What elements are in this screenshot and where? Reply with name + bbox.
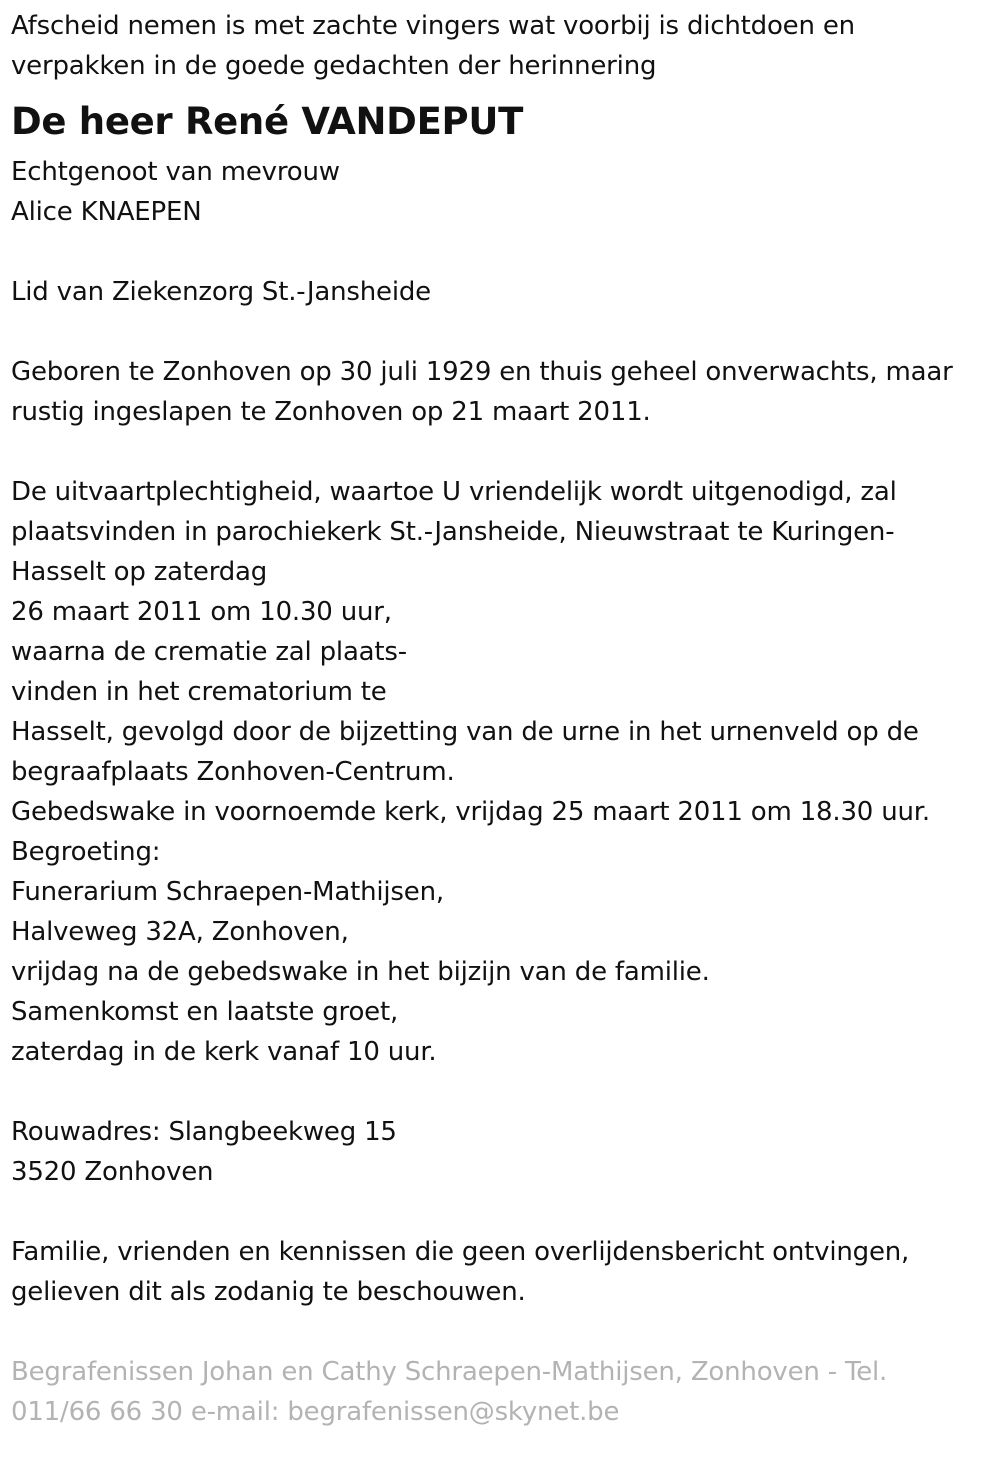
spacer [11,432,986,472]
footer-contact: 011/66 66 30 e-mail: begrafenissen@skynet.be [11,1397,620,1427]
ceremony-line: Hasselt, gevolgd door de bijzetting van de urne in het urnenveld op de [11,717,919,747]
ceremony-line: Hasselt op zaterdag [11,557,268,587]
ceremony-date: 26 maart 2011 om 10.30 uur, [11,597,392,627]
address-city: 3520 Zonhoven [11,1157,214,1187]
notice [11,1232,986,1312]
farewell-line: Samenkomst en laatste groet, [11,997,399,1027]
address-street: Rouwadres: Slangbeekweg 15 [11,1117,397,1147]
deceased-name: De heer René VANDEPUT [11,100,524,143]
ceremony-line: begraafplaats Zonhoven-Centrum. [11,757,455,787]
spacer [11,312,986,352]
spouse-line: Echtgenoot van mevrouw [11,157,340,187]
birth-death-info [11,352,986,432]
notice-line: gelieven dit als zodanig te beschouwen. [11,1277,526,1307]
notice-line: Familie, vrienden en kennissen die geen overlijdensbericht ontvingen, [11,1237,910,1267]
ceremony-line: plaatsvinden in parochiekerk St.-Jansheide, Nieuwstraat te Kuringen- [11,517,895,547]
spacer [11,1312,986,1352]
death-notice [11,6,986,1432]
spouse-info [11,152,986,232]
ceremony-line: waarna de crematie zal plaats- [11,637,407,667]
ceremony-line: De uitvaartplechtigheid, waartoe U vriendelijk wordt uitgenodigd, zal [11,477,897,507]
spacer [11,232,986,272]
membership: Lid van Ziekenzorg St.-Jansheide [11,277,431,307]
motto [11,6,986,86]
ceremony-line: vinden in het crematorium te [11,677,387,707]
mourning-address [11,1112,986,1192]
motto-line: verpakken in de goede gedachten der herinnering [11,51,657,81]
greeting-line: vrijdag na de gebedswake in het bijzijn van de familie. [11,957,710,987]
funeral-home-address: Halveweg 32A, Zonhoven, [11,917,349,947]
birth-death-line: Geboren te Zonhoven op 30 juli 1929 en thuis geheel onverwachts, maar [11,357,953,387]
greeting-heading: Begroeting: [11,837,161,867]
funeral-home-name: Funerarium Schraepen-Mathijsen, [11,877,444,907]
spacer [11,1192,986,1232]
spouse-name: Alice KNAEPEN [11,197,202,227]
motto-line: Afscheid nemen is met zachte vingers wat voorbij is dichtdoen en [11,11,855,41]
vigil-line: Gebedswake in voornoemde kerk, vrijdag 25 maart 2011 om 18.30 uur. [11,797,930,827]
spacer [11,1072,986,1112]
birth-death-line: rustig ingeslapen te Zonhoven op 21 maart 2011. [11,397,651,427]
ceremony-info [11,472,986,1072]
funeral-director-footer [11,1352,986,1432]
footer-line: Begrafenissen Johan en Cathy Schraepen-Mathijsen, Zonhoven - Tel. [11,1357,888,1387]
farewell-line: zaterdag in de kerk vanaf 10 uur. [11,1037,437,1067]
